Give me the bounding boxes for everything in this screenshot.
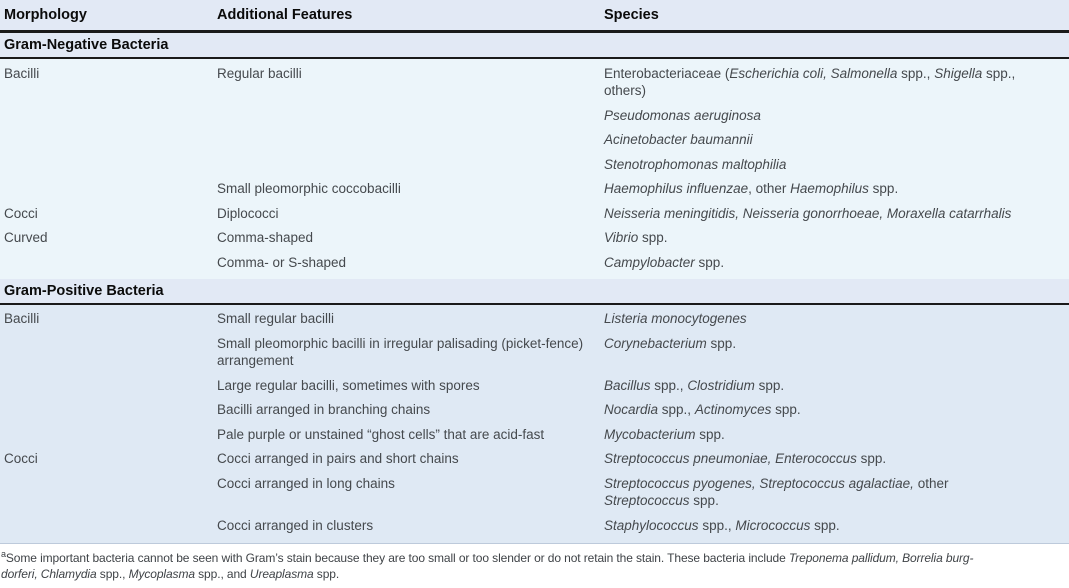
morphology-cell: Cocci [4,205,38,221]
species-cell: Staphylococcus spp., Micrococcus spp. [604,517,840,533]
morphology-cell: Cocci [4,451,38,466]
species-cell: Acinetobacter baumannii [604,132,753,147]
feature-cell [213,103,600,128]
species-cell: Streptococcus pyogenes, Streptococcus agalactiae, other Streptococcus spp. [604,475,949,508]
table-row [0,177,1069,202]
morphology-cell [0,513,213,538]
section-body-gram-negative [0,59,1069,279]
morphology-cell [0,398,213,423]
feature-cell: Large regular bacilli, sometimes with spores [217,377,480,393]
feature-cell: Cocci arranged in pairs and short chains [217,451,459,466]
feature-cell: Comma- or S-shaped [217,254,347,270]
table-row [0,398,1069,423]
species-cell: Campylobacter spp. [604,254,725,270]
species-cell: Streptococcus pneumoniae, Enterococcus spp. [604,451,887,466]
table-row [0,103,1069,128]
species-cell: Stenotrophomonas maltophilia [604,156,787,172]
morphology-cell [0,331,213,373]
table-row [0,61,1069,103]
table-row [0,373,1069,398]
table-row [0,513,1069,538]
section-header-gram-negative [0,33,1069,57]
column-header-morphology: Morphology [4,7,87,23]
table-row [0,307,1069,332]
species-cell: Listeria monocytogenes [604,311,747,326]
morphology-cell: Bacilli [4,311,40,326]
table-row [0,226,1069,251]
species-cell: Corynebacterium spp. [604,335,737,351]
column-header-species: Species [604,7,659,23]
species-cell: Bacillus spp., Clostridium spp. [604,377,785,393]
morphology-cell [0,128,213,153]
morphology-cell [0,471,213,513]
table-row [0,422,1069,447]
table-row [0,250,1069,275]
table-row [0,201,1069,226]
species-cell: Neisseria meningitidis, Neisseria gonorrhoeae, Moraxella catarrhalis [604,205,1012,221]
table-row [0,128,1069,153]
column-header-additional-features: Additional Features [217,7,353,23]
feature-cell [213,152,600,177]
feature-cell: Bacilli arranged in branching chains [217,402,431,417]
table-row [0,331,1069,373]
morphology-cell: Curved [4,230,48,245]
table-row [0,471,1069,513]
feature-cell: Diplococci [217,205,279,221]
species-cell: Vibrio spp. [604,230,668,245]
footnote-line-1: $^a$Some important bacteria cannot be seen with Gram’s stain because they are too small or too slender or do not retain the stain. These bacteria include Treponema pallidum, Borrelia burg- [1,548,974,565]
feature-cell: Small regular bacilli [217,311,335,326]
morphology-cell [0,103,213,128]
section-title: Gram-Negative Bacteria [4,37,169,53]
feature-cell [213,128,600,153]
feature-cell: Cocci arranged in long chains [217,475,395,491]
morphology-cell [0,177,213,202]
table-row [0,447,1069,472]
table-row [0,152,1069,177]
feature-cell: Small pleomorphic coccobacilli [217,181,401,196]
section-body-gram-positive [0,305,1069,543]
morphology-cell: Bacilli [4,65,40,81]
feature-cell: Regular bacilli [217,65,302,81]
feature-cell: Comma-shaped [217,230,314,245]
section-title: Gram-Positive Bacteria [4,282,164,299]
species-cell: Pseudomonas aeruginosa [604,107,761,123]
species-cell: Enterobacteriaceae (Escherichia coli, Salmonella spp., Shigella spp., others) [604,65,1016,98]
species-cell: Nocardia spp., Actinomyces spp. [604,402,801,417]
morphology-cell [0,152,213,177]
feature-cell: Cocci arranged in clusters [217,517,374,533]
morphology-cell [0,250,213,275]
morphology-cell [0,422,213,447]
section-header-gram-positive [0,279,1069,303]
species-cell: Haemophilus influenzae, other Haemophilus spp. [604,181,899,196]
column-header-row [0,0,1069,30]
feature-cell: Pale purple or unstained “ghost cells” that are acid-fast [217,426,545,442]
morphology-cell [0,373,213,398]
species-cell: Mycobacterium spp. [604,426,725,442]
footnote-line-2: dorferi, Chlamydia spp., Mycoplasma spp., and Ureaplasma spp. [1,566,340,581]
feature-cell: Small pleomorphic bacilli in irregular palisading (picket-fence) arrangement [217,335,584,368]
